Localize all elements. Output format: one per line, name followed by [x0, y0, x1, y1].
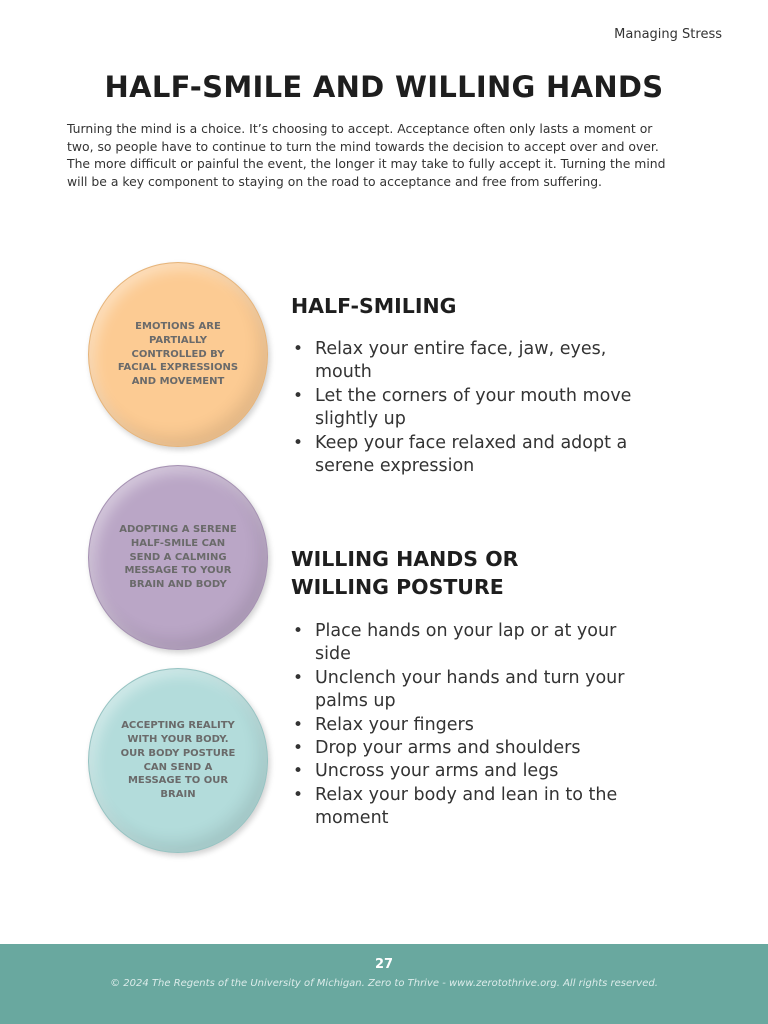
list-item-text: Drop your arms and shoulders — [315, 738, 581, 759]
list-item: • Relax your entire face, jaw, eyes, mouth — [293, 339, 607, 383]
page-title: HALF-SMILE AND WILLING HANDS — [104, 70, 664, 104]
list-item-text: Relax your fingers — [315, 714, 474, 735]
list-item: • Place hands on your lap or at your side — [293, 621, 617, 665]
list-item-text: Relax your body and lean in to the moment — [315, 784, 618, 829]
list-item-text: Let the corners of your mouth move slightly up — [315, 385, 632, 430]
list-item: • Drop your arms and shoulders — [293, 738, 581, 759]
list-item-text: Relax your entire face, jaw, eyes, mouth — [315, 339, 607, 383]
list-item: • Relax your body and lean in to the moment — [293, 784, 618, 829]
circle-half-smile-text: ADOPTING A SERENE HALF-SMILE CAN SEND A CALMING MESSAGE TO YOUR BRAIN AND BODY — [119, 524, 237, 591]
circle-body-posture-text: ACCEPTING REALITY WITH YOUR BODY. OUR BODY POSTURE CAN SEND A MESSAGE TO OUR BRAIN — [120, 720, 236, 800]
list-item-text: Unclench your hands and turn your palms up — [315, 667, 625, 712]
half-smiling-heading: HALF-SMILING — [291, 294, 457, 318]
intro-paragraph: Turning the mind is a choice. It’s choosing to accept. Acceptance often only lasts a moment or two, so people have to continue to turn the mind towards the decision to accept over and over. The more difficult or painful the event, the longer it may take to fully accept it. Turning the mind will be a key component to staying on the road to acceptance and free from suffering. — [67, 121, 666, 189]
page-number: 27 — [374, 957, 394, 972]
willing-hands-heading-line1: WILLING HANDS OR — [291, 547, 519, 571]
willing-hands-heading — [291, 545, 591, 601]
circle-emotions — [88, 262, 268, 447]
list-item-text: Uncross your arms and legs — [315, 761, 559, 782]
willing-hands-heading-line2: WILLING POSTURE — [291, 575, 504, 599]
circle-emotions-text: EMOTIONS ARE PARTIALLY CONTROLLED BY FACIAL EXPRESSIONS AND MOVEMENT — [117, 321, 239, 388]
list-item: • Unclench your hands and turn your palms up — [293, 667, 625, 712]
list-item: • Keep your face relaxed and adopt a serene expression — [293, 432, 628, 477]
copyright-notice: © 2024 The Regents of the University of Michigan. Zero to Thrive - www.zerotothrive.org. All rights reserved. — [110, 978, 658, 989]
circle-body-posture — [88, 668, 268, 853]
section-header: Managing Stress — [614, 27, 722, 42]
list-item: • Let the corners of your mouth move slightly up — [293, 385, 632, 430]
list-item: • Uncross your arms and legs — [293, 761, 559, 782]
list-item: • Relax your fingers — [293, 714, 474, 735]
half-smiling-list — [291, 338, 636, 478]
circle-half-smile — [88, 465, 268, 650]
list-item-text: Keep your face relaxed and adopt a serene expression — [315, 432, 628, 477]
willing-hands-list — [291, 620, 636, 831]
list-item-text: Place hands on your lap or at your side — [315, 621, 617, 665]
page-footer — [0, 944, 768, 1024]
